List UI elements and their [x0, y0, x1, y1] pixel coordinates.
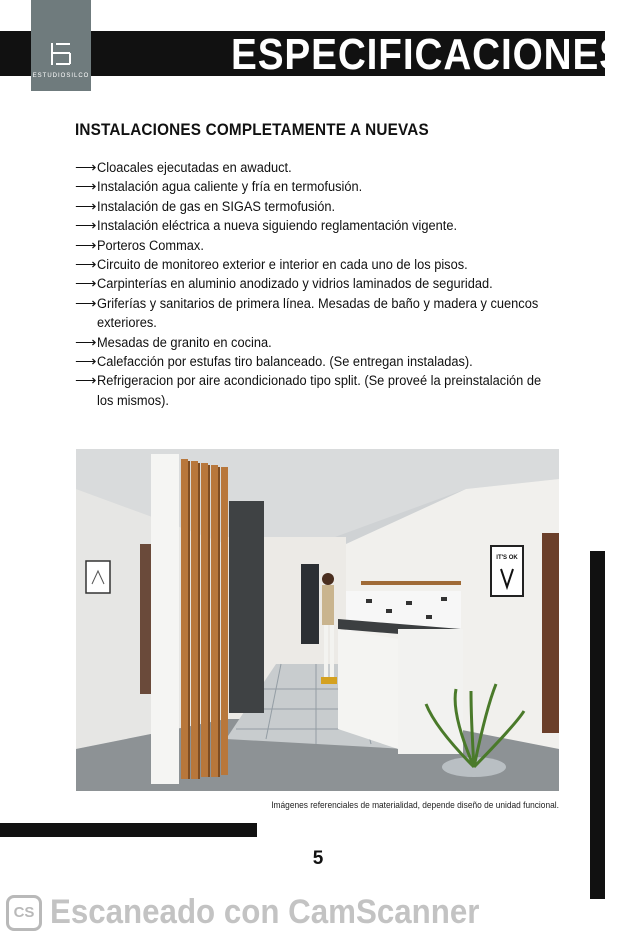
arrow-icon: ⟶: [75, 159, 97, 176]
arrow-icon: ⟶: [75, 294, 97, 312]
list-item: [75, 371, 575, 410]
arrow-icon: ⟶: [75, 333, 97, 351]
list-item: [75, 177, 575, 196]
list-item-text: Carpinterías en aluminio anodizado y vidrios laminados de seguridad.: [97, 276, 493, 292]
list-item-text: Mesadas de granito en cocina.: [97, 334, 272, 350]
list-item: [75, 255, 575, 274]
list-item-text: Cloacales ejecutadas en awaduct.: [97, 160, 292, 175]
list-item: [75, 294, 575, 333]
list-item: [75, 352, 575, 371]
camscanner-icon: CS: [6, 895, 42, 931]
page-title: ESPECIFICACIONES: [231, 30, 626, 79]
arrow-icon: ⟶: [75, 275, 97, 293]
camscanner-watermark: [6, 893, 517, 932]
list-item-text: Calefacción por estufas tiro balanceado. (Se entregan instaladas).: [97, 354, 473, 370]
arrow-icon: ⟶: [75, 236, 97, 254]
arrow-icon: ⟶: [75, 256, 97, 274]
section-title: INSTALACIONES COMPLETAMENTE A NUEVAS: [75, 120, 429, 139]
list-item: [75, 158, 575, 177]
studio-logo: [31, 0, 91, 91]
list-item: [75, 274, 575, 293]
bottom-decorative-bar: [0, 823, 257, 837]
list-item-text: Instalación de gas en SIGAS termofusión.: [97, 198, 336, 214]
poster-text: IT'S OK: [496, 555, 518, 561]
list-item-text: Porteros Commax.: [97, 237, 204, 253]
watermark-text: Escaneado con CamScanner: [50, 893, 480, 931]
arrow-icon: ⟶: [75, 197, 97, 215]
arrow-icon: ⟶: [75, 217, 97, 235]
list-item-text: Circuito de monitoreo exterior e interior en cada uno de los pisos.: [97, 257, 468, 273]
list-item: [75, 236, 575, 255]
side-decorative-bar: [590, 551, 605, 899]
logo-mark-icon: [46, 41, 76, 67]
logo-text: ESTUDIOSILCO: [32, 73, 90, 79]
list-item: [75, 216, 575, 235]
spec-list: [75, 158, 575, 410]
list-item-text: Instalación agua caliente y fría en termofusión.: [97, 179, 363, 195]
list-item: [75, 333, 575, 352]
arrow-icon: ⟶: [75, 353, 97, 371]
kitchen-render-image: [76, 449, 559, 791]
list-item-text: Refrigeracion por aire acondicionado tipo split. (Se proveé la preinstalación de los mismos).: [97, 373, 542, 408]
list-item: [75, 197, 575, 216]
page-number: 5: [312, 848, 324, 869]
image-caption: Imágenes referenciales de materialidad, depende diseño de unidad funcional.: [271, 800, 559, 811]
arrow-icon: ⟶: [75, 372, 97, 390]
list-item-text: Instalación eléctrica a nueva siguiendo reglamentación vigente.: [97, 218, 458, 234]
kitchen-illustration: [76, 449, 559, 791]
list-item-text: Griferías y sanitarios de primera línea. Mesadas de baño y madera y cuencos exteriores.: [97, 295, 539, 331]
arrow-icon: ⟶: [75, 178, 97, 196]
